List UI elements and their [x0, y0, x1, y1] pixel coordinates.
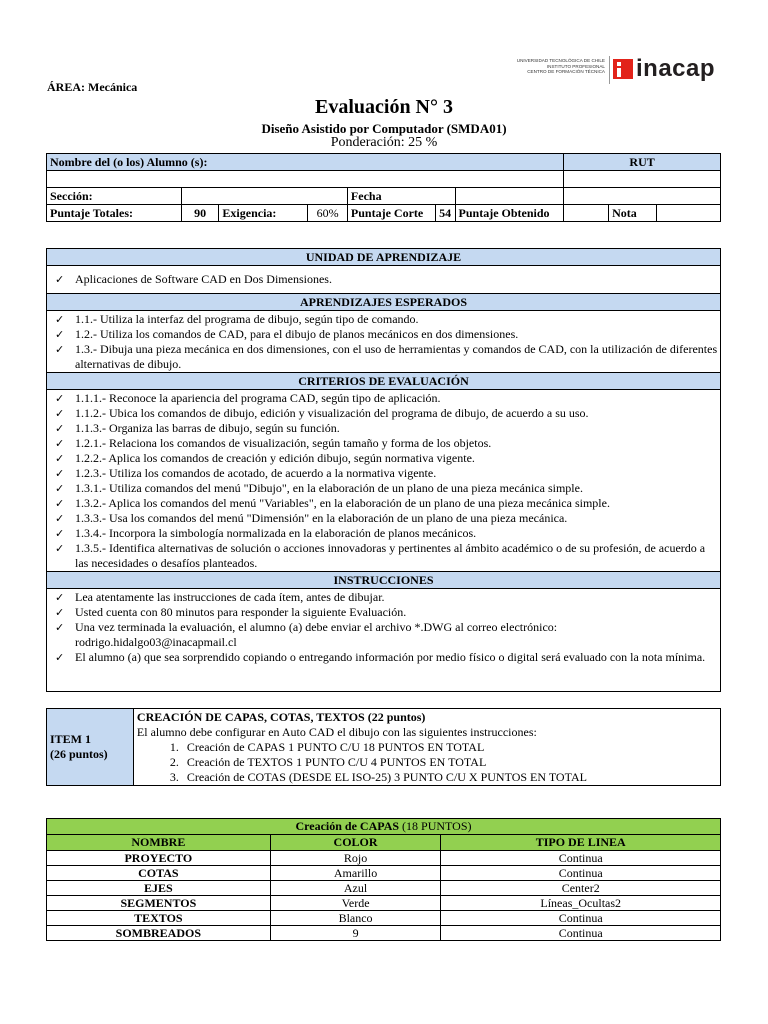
puntaje-obtenido-field[interactable] [564, 205, 609, 222]
list-item [55, 272, 720, 287]
capa-color: Amarillo [270, 866, 441, 881]
checkmark-icon: ✓ [55, 606, 65, 619]
instruccion-text: Lea atentamente las instrucciones de cada ítem, antes de dibujar. [75, 590, 385, 604]
instrucciones-heading: INSTRUCCIONES [47, 571, 720, 589]
item1-label: ITEM 1 [50, 732, 92, 746]
nombre-field[interactable] [47, 171, 564, 188]
capa-color: 9 [270, 926, 441, 941]
capa-nombre: PROYECTO [47, 851, 271, 866]
criterio-text: 1.2.2.- Aplica los comandos de creación y edición dibujo, según normativa vigente. [75, 451, 475, 465]
criterio-text: 1.3.5.- Identifica alternativas de solución o acciones innovadoras y pertinentes al ámbito académico o de su profesión, de acuerdo a las necesidades o desafíos planteados. [75, 541, 706, 570]
checkmark-icon: ✓ [55, 343, 65, 356]
table-row [47, 881, 721, 896]
learning-sections-box [46, 248, 721, 692]
list-item: 1. Creación de CAPAS 1 PUNTO C/U 18 PUNTOS EN TOTAL [182, 740, 717, 755]
criterio-text: 1.2.3.- Utiliza los comandos de acotado, de acuerdo a la normativa vigente. [75, 466, 437, 480]
seccion-label: Sección: [47, 188, 182, 205]
header-nombre: NOMBRE [47, 835, 271, 851]
list-item [55, 481, 720, 496]
inacap-logo [515, 55, 715, 85]
unidad-heading: UNIDAD DE APRENDIZAJE [47, 249, 720, 266]
list-item [55, 605, 720, 620]
item1-table [46, 708, 721, 786]
instruccion-text: El alumno (a) que sea sorprendido copiando o entregando información por medio físico o digital será evaluado con la nota mínima. [75, 650, 706, 664]
checkmark-icon: ✓ [55, 482, 65, 495]
logo-wordmark: inacap [636, 55, 716, 82]
fecha-field[interactable] [455, 188, 564, 205]
list-item [55, 451, 720, 466]
list-item [55, 511, 720, 526]
item1-steps [137, 740, 717, 785]
checkmark-icon: ✓ [55, 407, 65, 420]
checkmark-icon: ✓ [55, 273, 65, 286]
capas-title-bold: Creación de CAPAS [295, 819, 400, 833]
instruccion-text: Usted cuenta con 80 minutos para responder la siguiente Evaluación. [75, 605, 407, 619]
capa-color: Verde [270, 896, 441, 911]
list-item: 3. Creación de COTAS (DESDE EL ISO-25) 3 PUNTO C/U X PUNTOS EN TOTAL [182, 770, 717, 785]
capas-title [47, 819, 721, 835]
aprendizajes-heading: APRENDIZAJES ESPERADOS [47, 293, 720, 311]
list-item [55, 391, 720, 406]
puntaje-totales-label: Puntaje Totales: [47, 205, 182, 222]
seccion-field[interactable] [181, 188, 347, 205]
page-subtitle: Diseño Asistido por Computador (SMDA01) [261, 121, 507, 136]
table-row [47, 896, 721, 911]
unidad-list [47, 266, 720, 293]
aprendizaje-text: 1.1.- Utiliza la interfaz del programa de dibujo, según tipo de comando. [75, 312, 419, 326]
page-title: Evaluación N° 3 [314, 96, 454, 118]
checkmark-icon: ✓ [55, 422, 65, 435]
logo-separator [609, 56, 610, 84]
area-label: ÁREA: Mecánica [47, 80, 138, 94]
logo-mark-icon [613, 59, 633, 79]
list-item [55, 496, 720, 511]
capa-nombre: SOMBREADOS [47, 926, 271, 941]
checkmark-icon: ✓ [55, 651, 65, 664]
criterio-text: 1.1.3.- Organiza las barras de dibujo, según su función. [75, 421, 340, 435]
capa-tipo-linea: Líneas_Ocultas2 [441, 896, 721, 911]
checkmark-icon: ✓ [55, 328, 65, 341]
list-item [55, 541, 720, 571]
fecha-label: Fecha [347, 188, 455, 205]
criterio-text: 1.1.2.- Ubica los comandos de dibujo, edición y visualización del programa de dibujo, de acuerdo a su uso. [75, 406, 589, 420]
capa-color: Blanco [270, 911, 441, 926]
item1-heading: CREACIÓN DE CAPAS, COTAS, TEXTOS (22 puntos) [136, 710, 426, 724]
puntaje-corte-label: Puntaje Corte [347, 205, 435, 222]
criterio-text: 1.1.1.- Reconoce la apariencia del programa CAD, según tipo de aplicación. [75, 391, 441, 405]
table-row [47, 911, 721, 926]
list-item [55, 342, 720, 372]
ponderacion: Ponderación: 25 % [330, 135, 438, 150]
criterio-text: 1.2.1.- Relaciona los comandos de visualización, según tamaño y forma de los objetos. [75, 436, 492, 450]
item1-label-cell [47, 709, 134, 786]
header-tipo-linea: TIPO DE LINEA [441, 835, 721, 851]
aprendizaje-text: 1.2.- Utiliza los comandos de CAD, para el dibujo de planos mecánicos en dos dimensiones. [75, 327, 519, 341]
list-item [55, 406, 720, 421]
checkmark-icon: ✓ [55, 497, 65, 510]
checkmark-icon: ✓ [55, 621, 65, 634]
capa-nombre: SEGMENTOS [47, 896, 271, 911]
checkmark-icon: ✓ [55, 512, 65, 525]
nota-field[interactable] [657, 205, 721, 222]
logo-line-1: UNIVERSIDAD TECNOLÓGICA DE CHILE [516, 58, 605, 63]
list-item [55, 620, 720, 650]
checkmark-icon: ✓ [55, 527, 65, 540]
checkmark-icon: ✓ [55, 452, 65, 465]
checkmark-icon: ✓ [55, 591, 65, 604]
list-item [55, 312, 720, 327]
aprendizaje-text: 1.3.- Dibuja una pieza mecánica en dos dimensiones, con el uso de herramientas y comandos de CAD, con la utilización de diferentes alternativas de dibujo. [75, 342, 718, 371]
capa-tipo-linea: Center2 [441, 881, 721, 896]
criterio-text: 1.3.3.- Usa los comandos del menú "Dimensión" en la elaboración de un plano de una pieza mecánica. [75, 511, 568, 525]
checkmark-icon: ✓ [55, 542, 65, 555]
list-item [55, 436, 720, 451]
logo-line-3: CENTRO DE FORMACIÓN TÉCNICA [527, 69, 605, 75]
unidad-item-text: Aplicaciones de Software CAD en Dos Dimensiones. [75, 272, 332, 286]
student-info-table [46, 153, 721, 222]
logo-line-2: INSTITUTO PROFESIONAL [546, 63, 605, 69]
list-item: 2. Creación de TEXTOS 1 PUNTO C/U 4 PUNTOS EN TOTAL [182, 755, 717, 770]
checkmark-icon: ✓ [55, 437, 65, 450]
item1-points: (26 puntos) [50, 747, 108, 761]
criterios-list [47, 390, 720, 571]
list-item [55, 650, 720, 665]
rut-field[interactable] [564, 171, 721, 188]
list-item [55, 466, 720, 481]
exigencia-label: Exigencia: [219, 205, 308, 222]
list-item [55, 526, 720, 541]
capas-table [46, 818, 721, 941]
nota-label: Nota [609, 205, 657, 222]
capa-tipo-linea: Continua [441, 866, 721, 881]
capa-color: Rojo [270, 851, 441, 866]
instrucciones-list [47, 589, 720, 665]
criterios-heading: CRITERIOS DE EVALUACIÓN [47, 372, 720, 390]
list-item [55, 421, 720, 436]
capa-nombre: COTAS [47, 866, 271, 881]
criterio-text: 1.3.1.- Utiliza comandos del menú "Dibujo", en la elaboración de un plano de una pieza mecánica simple. [75, 481, 583, 495]
table-row [47, 851, 721, 866]
exigencia-value: 60% [308, 205, 348, 222]
rut-label: RUT [564, 154, 721, 171]
checkmark-icon: ✓ [55, 313, 65, 326]
list-item [55, 327, 720, 342]
aprendizajes-list [47, 311, 720, 372]
header-color: COLOR [270, 835, 441, 851]
capa-nombre: EJES [47, 881, 271, 896]
instruccion-text: Una vez terminada la evaluación, el alumno (a) debe enviar el archivo *.DWG al correo electrónico: rodrigo.hidalgo03@inacapmail.cl [75, 620, 558, 649]
puntaje-totales-value: 90 [181, 205, 219, 222]
criterio-text: 1.3.4.- Incorpora la simbología normalizada en la elaboración de planos mecánicos. [75, 526, 477, 540]
capas-title-points: (18 PUNTOS) [399, 819, 472, 833]
capa-tipo-linea: Continua [441, 911, 721, 926]
nombre-label: Nombre del (o los) Alumno (s): [47, 154, 564, 171]
capa-tipo-linea: Continua [441, 851, 721, 866]
checkmark-icon: ✓ [55, 467, 65, 480]
item1-intro: El alumno debe configurar en Auto CAD el dibujo con las siguientes instrucciones: [136, 725, 537, 739]
table-row [47, 926, 721, 941]
capa-nombre: TEXTOS [47, 911, 271, 926]
checkmark-icon: ✓ [55, 392, 65, 405]
list-item [55, 590, 720, 605]
item1-content-cell [133, 709, 720, 786]
fecha-extra-field[interactable] [564, 188, 721, 205]
criterio-text: 1.3.2.- Aplica los comandos del menú "Variables", en la elaboración de un plano de una pieza mecánica simple. [75, 496, 610, 510]
logo-institution-text [515, 58, 605, 75]
capa-tipo-linea: Continua [441, 926, 721, 941]
puntaje-corte-value: 54 [435, 205, 455, 222]
table-row [47, 866, 721, 881]
puntaje-obtenido-label: Puntaje Obtenido [455, 205, 564, 222]
capa-color: Azul [270, 881, 441, 896]
